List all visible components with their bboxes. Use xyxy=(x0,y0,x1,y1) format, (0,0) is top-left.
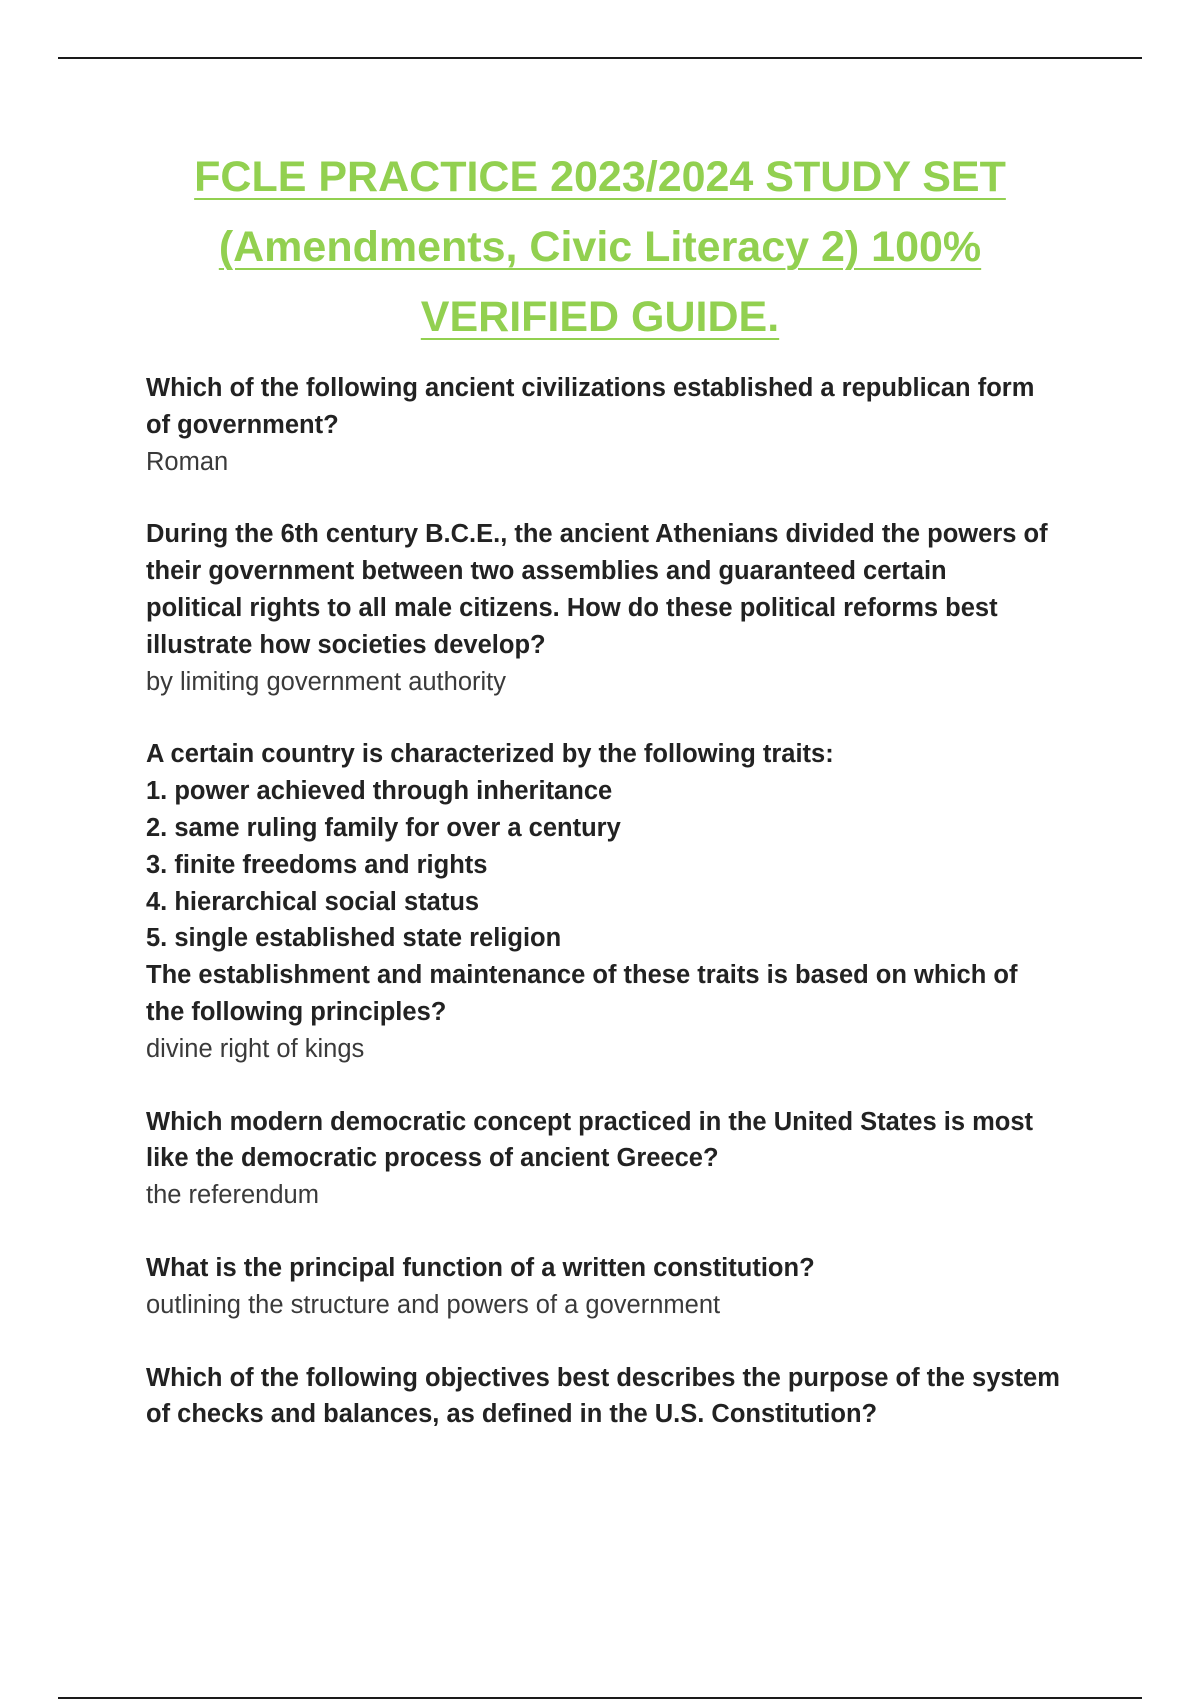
trait-list-item: 4. hierarchical social status xyxy=(146,887,480,916)
question-line: of checks and balances, as defined in the U.S. Constitution? xyxy=(146,1400,878,1429)
question-line: political rights to all male citizens. How do these political reforms best xyxy=(146,593,998,622)
document-title xyxy=(120,142,1080,352)
question-line: like the democratic process of ancient Greece? xyxy=(146,1144,719,1173)
question-text xyxy=(146,1360,1096,1434)
trait-list-item: 5. single established state religion xyxy=(146,924,562,953)
question-line: A certain country is characterized by the following traits: xyxy=(146,740,834,769)
question-answer-list xyxy=(146,370,1096,1469)
question-line: Which of the following objectives best describes the purpose of the system xyxy=(146,1363,1060,1392)
answer-text: Roman xyxy=(146,447,229,476)
question-line: the following principles? xyxy=(146,997,447,1026)
qa-item xyxy=(146,1360,1096,1434)
title-line: FCLE PRACTICE 2023/2024 STUDY SET xyxy=(194,153,1006,201)
question-line: of government? xyxy=(146,410,339,439)
bottom-divider xyxy=(58,1697,1142,1699)
qa-item xyxy=(146,516,1096,700)
question-text xyxy=(146,516,1096,663)
question-text xyxy=(146,736,1096,1030)
trait-list-item: 2. same ruling family for over a century xyxy=(146,813,621,842)
question-line: What is the principal function of a written constitution? xyxy=(146,1253,815,1282)
question-text xyxy=(146,1250,1096,1287)
top-divider xyxy=(58,57,1142,59)
question-line: The establishment and maintenance of these traits is based on which of xyxy=(146,961,1018,990)
qa-item xyxy=(146,370,1096,480)
answer-text: divine right of kings xyxy=(146,1034,365,1063)
question-line: During the 6th century B.C.E., the ancient Athenians divided the powers of xyxy=(146,520,1048,549)
qa-item xyxy=(146,1104,1096,1214)
question-line: their government between two assemblies and guaranteed certain xyxy=(146,557,947,586)
qa-item xyxy=(146,1250,1096,1324)
title-line: (Amendments, Civic Literacy 2) 100% xyxy=(218,223,982,271)
question-line: Which modern democratic concept practiced in the United States is most xyxy=(146,1107,1034,1136)
question-line: Which of the following ancient civilizations established a republican form xyxy=(146,374,1035,402)
title-line: VERIFIED GUIDE. xyxy=(420,293,780,341)
trait-list-item: 3. finite freedoms and rights xyxy=(146,850,488,879)
trait-list-item: 1. power achieved through inheritance xyxy=(146,777,613,806)
question-text xyxy=(146,370,1096,444)
question-text xyxy=(146,1104,1096,1178)
question-line: illustrate how societies develop? xyxy=(146,630,546,659)
answer-text: by limiting government authority xyxy=(146,667,507,696)
answer-text: outlining the structure and powers of a government xyxy=(146,1290,721,1319)
qa-item xyxy=(146,736,1096,1067)
answer-text: the referendum xyxy=(146,1181,319,1210)
